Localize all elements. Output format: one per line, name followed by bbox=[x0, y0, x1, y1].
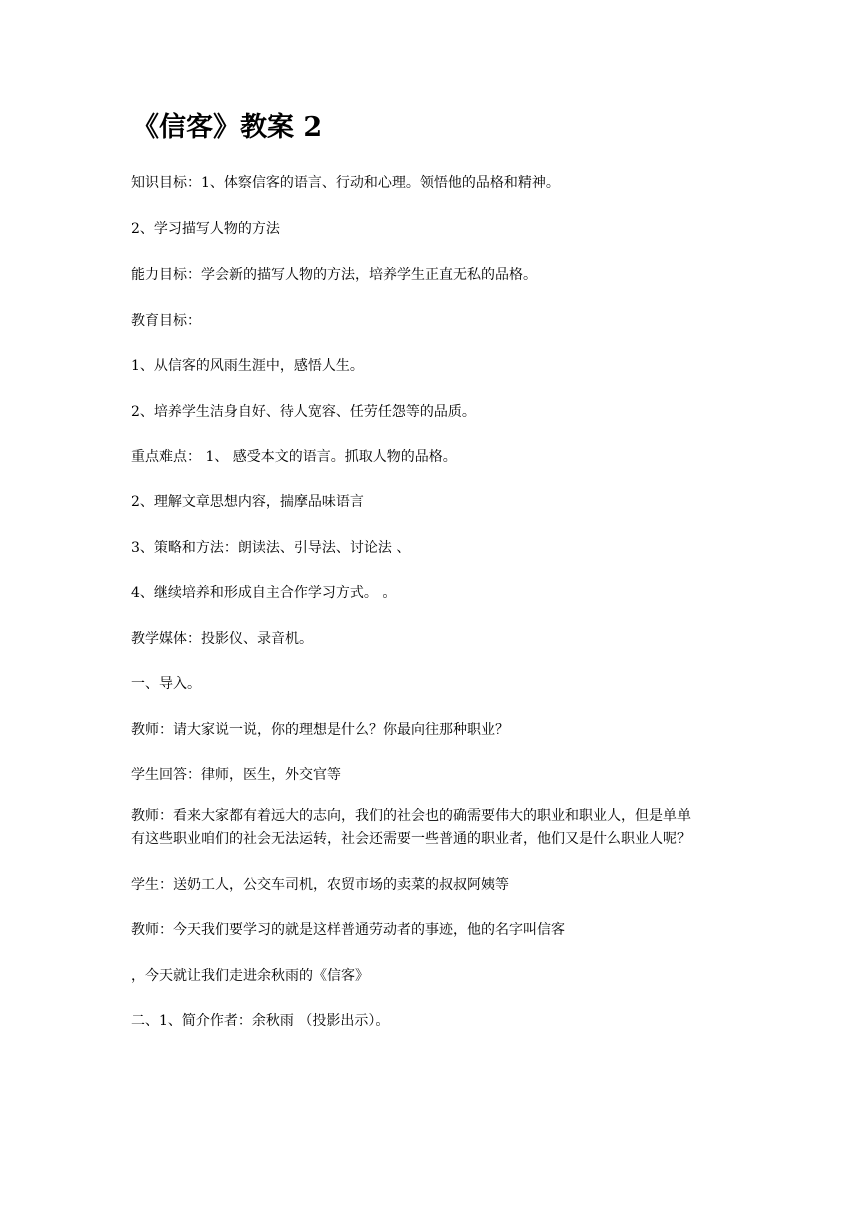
paragraph-education-goal-1: 1、从信客的风雨生涯中，感悟人生。 bbox=[131, 358, 364, 374]
paragraph-author-intro: 二、1、简介作者：余秋雨 （投影出示）。 bbox=[131, 1013, 390, 1029]
paragraph-student-answer: 学生回答：律师，医生，外交官等 bbox=[131, 767, 341, 783]
paragraph-education-goal-2: 2、培养学生洁身自好、待人宽容、任劳任怨等的品质。 bbox=[131, 404, 476, 420]
document-title: 《信客》教案 2 bbox=[132, 112, 323, 143]
paragraph-key-points-2: 2、理解文章思想内容，揣摩品味语言 bbox=[131, 494, 364, 510]
paragraph-teacher-question: 教师：请大家说一说，你的理想是什么？你最向往那种职业？ bbox=[131, 722, 509, 738]
paragraph-method-goal: 2、学习描写人物的方法 bbox=[131, 221, 280, 237]
paragraph-strategy: 3、策略和方法：朗读法、引导法、讨论法 、 bbox=[131, 540, 411, 556]
paragraph-education-goal-heading: 教育目标： bbox=[131, 313, 201, 329]
paragraph-key-points: 重点难点： 1、 感受本文的语言。抓取人物的品格。 bbox=[131, 449, 457, 465]
paragraph-teacher-introduction: 教师：今天我们要学习的就是这样普通劳动者的事迹，他的名字叫信客 bbox=[131, 922, 565, 938]
paragraph-cooperative-learning: 4、继续培养和形成自主合作学习方式。 。 bbox=[131, 585, 397, 601]
paragraph-teaching-media: 教学媒体：投影仪、录音机。 bbox=[131, 631, 313, 647]
paragraph-ability-goal: 能力目标：学会新的描写人物的方法，培养学生正直无私的品格。 bbox=[131, 267, 537, 283]
paragraph-section-intro: 一、导入。 bbox=[131, 676, 201, 692]
paragraph-enter-text: ，今天就让我们走进余秋雨的《信客》 bbox=[131, 968, 369, 984]
paragraph-teacher-comment-line-2: 有这些职业咱们的社会无法运转，社会还需要一些普通的职业者，他们又是什么职业人呢？ bbox=[131, 831, 691, 847]
paragraph-teacher-comment-line-1: 教师：看来大家都有着远大的志向，我们的社会也的确需要伟大的职业和职业人，但是单单 bbox=[131, 808, 691, 824]
paragraph-student-response: 学生：送奶工人，公交车司机，农贸市场的卖菜的叔叔阿姨等 bbox=[131, 877, 509, 893]
paragraph-knowledge-goal: 知识目标：1、体察信客的语言、行动和心理。领悟他的品格和精神。 bbox=[131, 175, 560, 191]
